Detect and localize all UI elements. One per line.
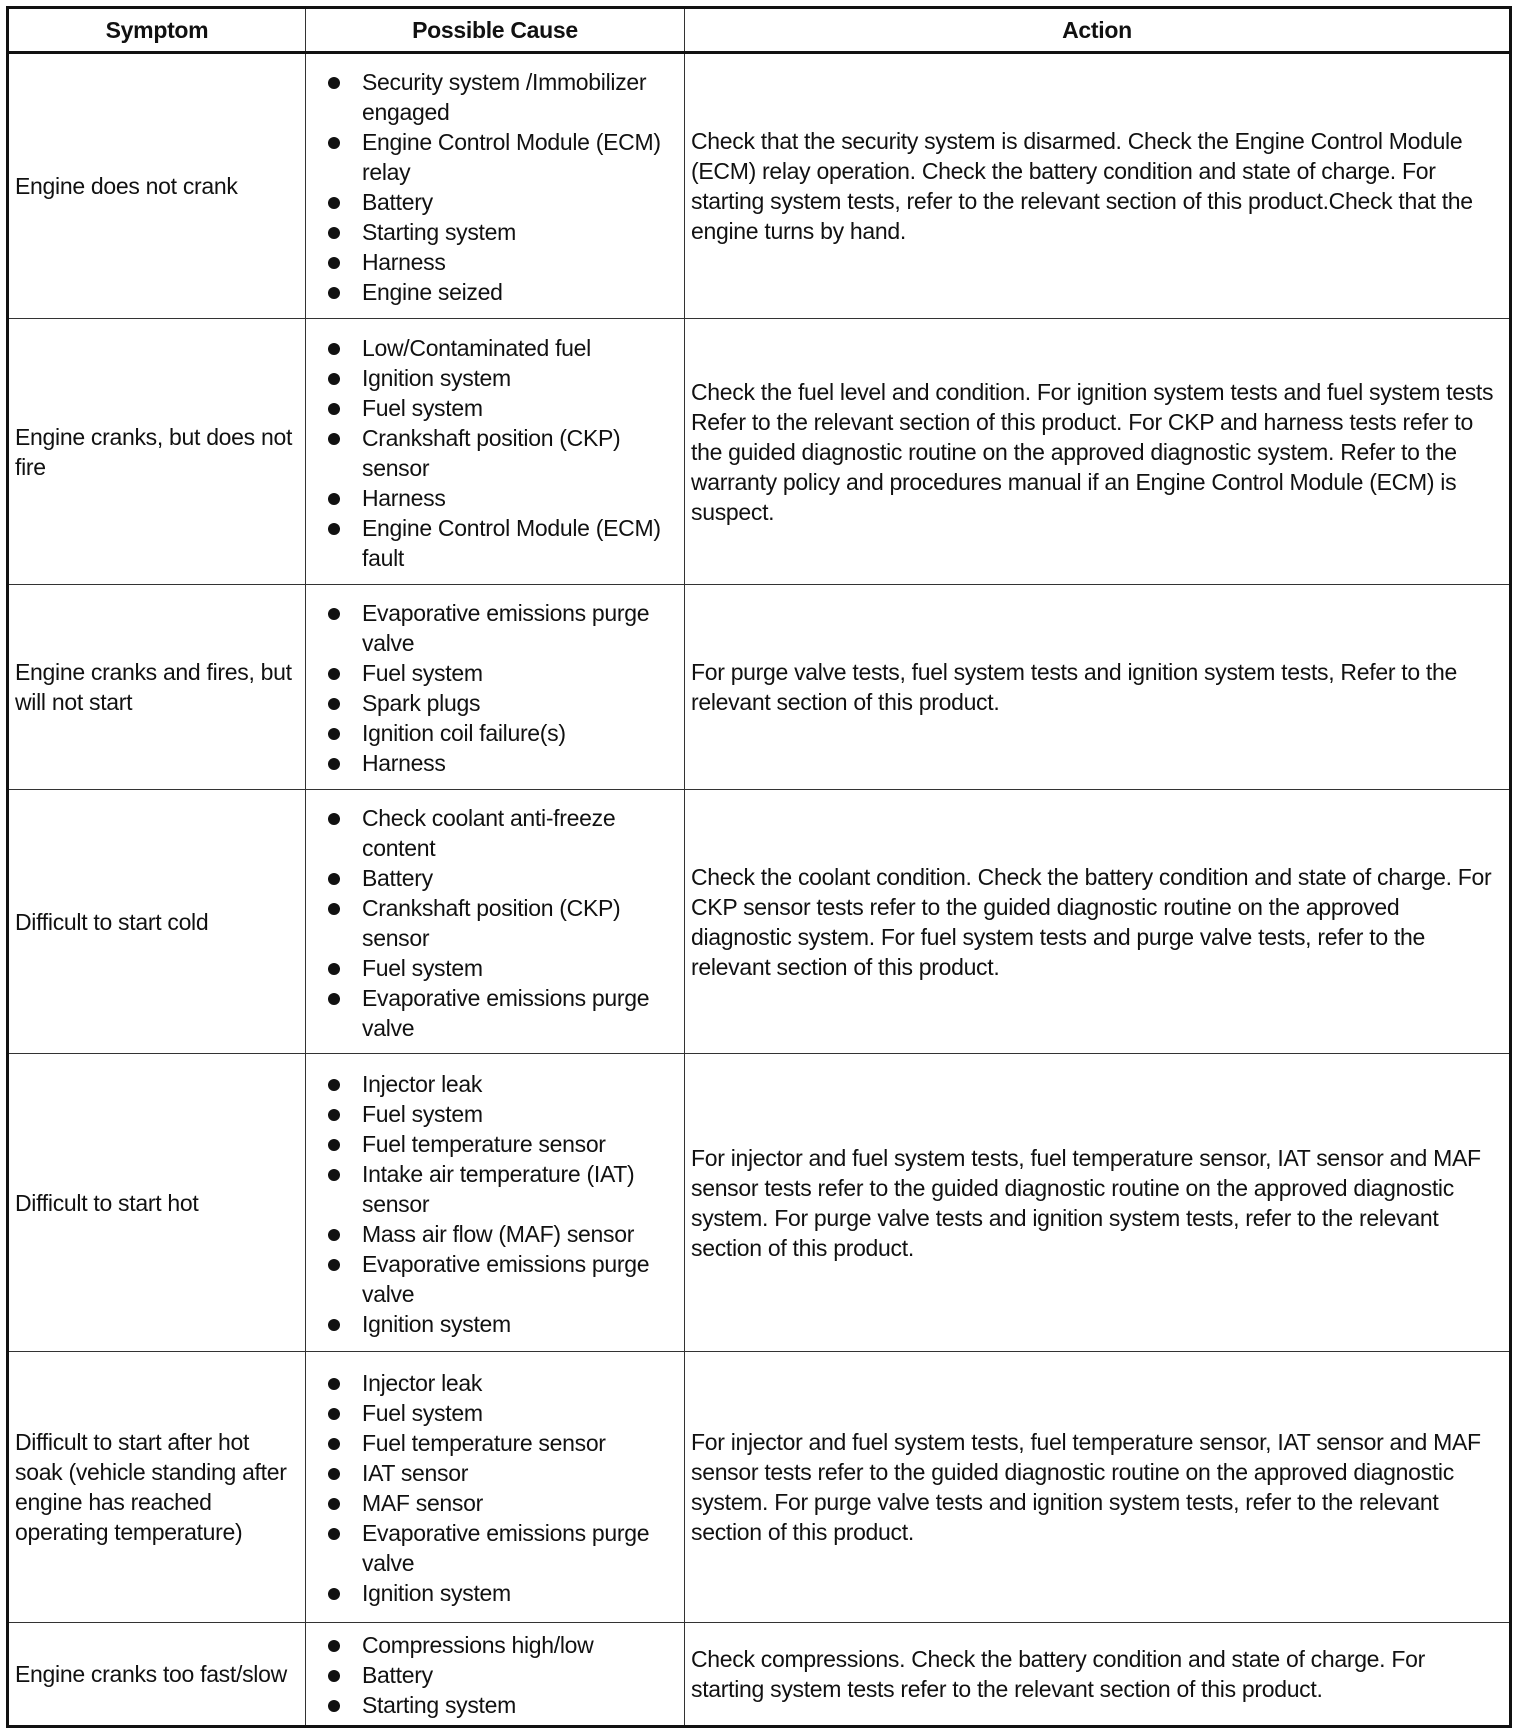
cause-item (326, 1578, 682, 1608)
cause-cell (306, 53, 685, 319)
cause-text: Injector leak (362, 1370, 483, 1396)
cause-list (326, 1368, 682, 1608)
cause-text: IAT sensor (362, 1460, 469, 1486)
symptom-cell: Engine does not crank (8, 53, 306, 319)
cause-text: Harness (362, 750, 446, 776)
bullet-icon (328, 758, 340, 770)
header-action: Action (685, 8, 1511, 53)
table-row (8, 53, 1511, 319)
cause-item (326, 1488, 682, 1518)
bullet-icon (328, 698, 340, 710)
bullet-icon (328, 873, 340, 885)
symptom-cell: Engine cranks, but does not fire (8, 319, 306, 585)
action-cell: Check the coolant condition. Check the battery condition and state of charge. For CKP sensor tests refer to the guided diagnostic routine on the approved diagnostic system. For fuel system tests and purge valve tests, refer to the relevant section of this product. (685, 790, 1511, 1054)
cause-item (326, 598, 682, 658)
cause-item (326, 1690, 682, 1720)
bullet-icon (328, 903, 340, 915)
cause-item (326, 1660, 682, 1690)
cause-text: Low/Contaminated fuel (362, 334, 591, 361)
cause-text: Evaporative emissions purge valve (362, 1250, 650, 1307)
cause-item (326, 513, 682, 573)
bullet-icon (328, 1438, 340, 1450)
cause-item (326, 1219, 682, 1249)
cause-text: Evaporative emissions purge valve (362, 600, 650, 656)
diagnostic-table (6, 6, 1512, 1728)
bullet-icon (328, 1169, 340, 1181)
bullet-icon (328, 1139, 340, 1151)
cause-item (326, 893, 682, 953)
cause-text: Crankshaft position (CKP) sensor (362, 424, 621, 481)
cause-item (326, 277, 682, 307)
bullet-icon (328, 1319, 340, 1331)
bullet-icon (328, 1408, 340, 1420)
bullet-icon (328, 227, 340, 239)
cause-list (326, 598, 682, 778)
cause-text: Ignition coil failure(s) (362, 720, 566, 746)
bullet-icon (328, 963, 340, 975)
cause-list (326, 803, 682, 1043)
cause-text: Engine Control Module (ECM) relay (362, 129, 661, 185)
cause-item (326, 658, 682, 688)
bullet-icon (328, 287, 340, 299)
cause-item (326, 1368, 682, 1398)
cause-item (326, 1069, 682, 1099)
cause-list (326, 1069, 682, 1339)
cause-item (326, 983, 682, 1043)
cause-item (326, 67, 682, 127)
cause-item (326, 953, 682, 983)
cause-item (326, 423, 682, 483)
cause-cell (306, 319, 685, 585)
bullet-icon (328, 1079, 340, 1091)
symptom-cell: Difficult to start cold (8, 790, 306, 1054)
bullet-icon (328, 343, 340, 355)
table-row (8, 1352, 1511, 1623)
bullet-icon (328, 728, 340, 740)
cause-item (326, 1129, 682, 1159)
symptom-cell: Engine cranks too fast/slow (8, 1623, 306, 1727)
bullet-icon (328, 1109, 340, 1121)
cause-text: Compressions high/low (362, 1632, 594, 1658)
bullet-icon (328, 608, 340, 620)
symptom-cell: Engine cranks and fires, but will not start (8, 585, 306, 790)
bullet-icon (328, 1528, 340, 1540)
cause-text: Spark plugs (362, 690, 481, 716)
cause-text: Fuel temperature sensor (362, 1430, 606, 1456)
cause-item (326, 217, 682, 247)
cause-item (326, 863, 682, 893)
bullet-icon (328, 993, 340, 1005)
bullet-icon (328, 137, 340, 149)
cause-cell (306, 790, 685, 1054)
table-row (8, 319, 1511, 585)
cause-cell (306, 1352, 685, 1623)
cause-text: Battery (362, 864, 433, 891)
bullet-icon (328, 668, 340, 680)
cause-text: Evaporative emissions purge valve (362, 1520, 650, 1576)
cause-item (326, 1099, 682, 1129)
action-cell: For purge valve tests, fuel system tests and ignition system tests, Refer to the relevant section of this product. (685, 585, 1511, 790)
cause-item (326, 688, 682, 718)
bullet-icon (328, 433, 340, 445)
table-row (8, 1623, 1511, 1727)
cause-item (326, 363, 682, 393)
cause-cell (306, 1054, 685, 1352)
cause-item (326, 333, 682, 363)
cause-list (326, 1630, 682, 1720)
action-cell: Check compressions. Check the battery condition and state of charge. For starting system tests refer to the relevant section of this product. (685, 1623, 1511, 1727)
cause-item (326, 187, 682, 217)
bullet-icon (328, 1259, 340, 1271)
cause-item (326, 127, 682, 187)
cause-text: Evaporative emissions purge valve (362, 984, 650, 1041)
cause-text: Fuel temperature sensor (362, 1130, 606, 1157)
cause-item (326, 1518, 682, 1578)
cause-item (326, 1630, 682, 1660)
cause-text: Intake air temperature (IAT) sensor (362, 1160, 635, 1217)
cause-text: Fuel system (362, 1400, 483, 1426)
symptom-cell: Difficult to start after hot soak (vehicle standing after engine has reached operating temperature) (8, 1352, 306, 1623)
cause-text: Harness (362, 484, 446, 511)
cause-item (326, 803, 682, 863)
cause-text: Starting system (362, 219, 516, 245)
bullet-icon (328, 1588, 340, 1600)
cause-text: MAF sensor (362, 1490, 483, 1516)
cause-item (326, 1309, 682, 1339)
bullet-icon (328, 77, 340, 89)
cause-text: Battery (362, 189, 433, 215)
bullet-icon (328, 523, 340, 535)
cause-text: Ignition system (362, 1310, 511, 1337)
cause-cell (306, 585, 685, 790)
cause-item (326, 393, 682, 423)
cause-text: Ignition system (362, 364, 511, 391)
cause-text: Fuel system (362, 954, 483, 981)
bullet-icon (328, 1229, 340, 1241)
action-cell: Check that the security system is disarmed. Check the Engine Control Module (ECM) relay operation. Check the battery condition and state of charge. For starting system tests, refer to the relevant section of this product.Check that the engine turns by hand. (685, 53, 1511, 319)
header-possible-cause: Possible Cause (306, 8, 685, 53)
bullet-icon (328, 197, 340, 209)
bullet-icon (328, 493, 340, 505)
cause-list (326, 67, 682, 307)
bullet-icon (328, 1700, 340, 1712)
cause-text: Fuel system (362, 394, 483, 421)
table-row (8, 1054, 1511, 1352)
cause-item (326, 1428, 682, 1458)
cause-item (326, 1458, 682, 1488)
cause-cell (306, 1623, 685, 1727)
header-row (8, 8, 1511, 53)
cause-item (326, 247, 682, 277)
bullet-icon (328, 1498, 340, 1510)
table-row (8, 585, 1511, 790)
cause-text: Mass air flow (MAF) sensor (362, 1220, 635, 1247)
cause-item (326, 1398, 682, 1428)
action-cell: For injector and fuel system tests, fuel temperature sensor, IAT sensor and MAF sensor tests refer to the guided diagnostic routine on the approved diagnostic system. For purge valve tests and ignition system tests, refer to the relevant section of this product. (685, 1352, 1511, 1623)
bullet-icon (328, 1468, 340, 1480)
cause-item (326, 748, 682, 778)
bullet-icon (328, 373, 340, 385)
cause-text: Engine Control Module (ECM) fault (362, 514, 661, 571)
symptom-cell: Difficult to start hot (8, 1054, 306, 1352)
table-row (8, 790, 1511, 1054)
bullet-icon (328, 1670, 340, 1682)
cause-item (326, 1159, 682, 1219)
action-cell: For injector and fuel system tests, fuel temperature sensor, IAT sensor and MAF sensor tests refer to the guided diagnostic routine on the approved diagnostic system. For purge valve tests and ignition system tests, refer to the relevant section of this product. (685, 1054, 1511, 1352)
bullet-icon (328, 403, 340, 415)
cause-text: Engine seized (362, 279, 503, 305)
cause-text: Security system /Immobilizer engaged (362, 69, 647, 125)
action-cell: Check the fuel level and condition. For ignition system tests and fuel system tests Refer to the relevant section of this product. For CKP and harness tests refer to the guided diagnostic routine on the approved diagnostic system. Refer to the warranty policy and procedures manual if an Engine Control Module (ECM) is suspect. (685, 319, 1511, 585)
bullet-icon (328, 813, 340, 825)
cause-list (326, 333, 682, 573)
cause-text: Check coolant anti-freeze content (362, 804, 616, 861)
cause-item (326, 483, 682, 513)
cause-text: Crankshaft position (CKP) sensor (362, 894, 621, 951)
cause-item (326, 1249, 682, 1309)
cause-text: Harness (362, 249, 446, 275)
cause-text: Injector leak (362, 1070, 483, 1097)
bullet-icon (328, 1378, 340, 1390)
header-symptom: Symptom (8, 8, 306, 53)
cause-text: Starting system (362, 1692, 516, 1718)
cause-text: Ignition system (362, 1580, 511, 1606)
cause-item (326, 718, 682, 748)
cause-text: Battery (362, 1662, 433, 1688)
bullet-icon (328, 257, 340, 269)
cause-text: Fuel system (362, 660, 483, 686)
cause-text: Fuel system (362, 1100, 483, 1127)
bullet-icon (328, 1640, 340, 1652)
